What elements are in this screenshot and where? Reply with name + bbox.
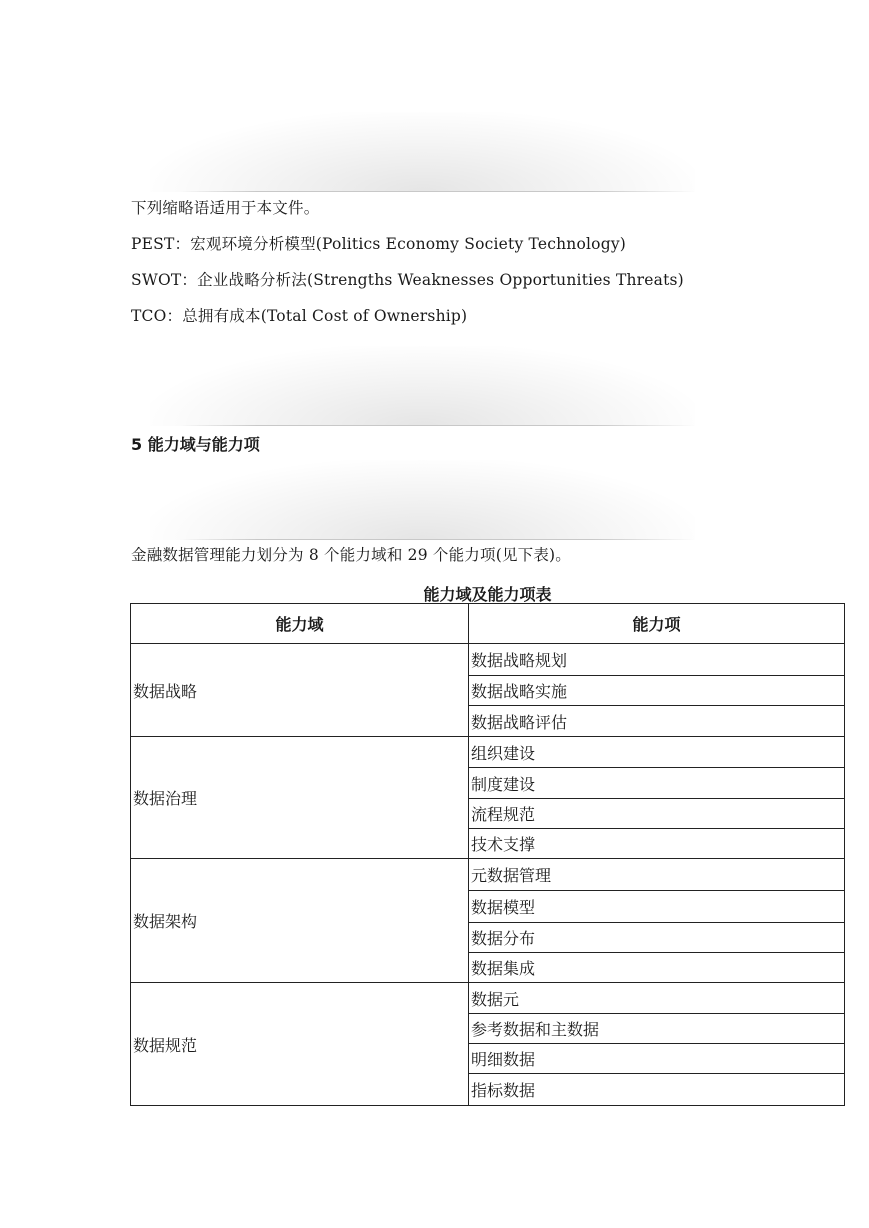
item-cell: 数据元	[469, 983, 845, 1014]
table-row	[131, 983, 845, 1014]
domain-cell: 数据架构	[131, 859, 469, 983]
item-cell: 技术支撑	[469, 829, 845, 859]
page-shadow-divider	[150, 460, 695, 540]
header-item: 能力项	[469, 604, 845, 644]
item-cell: 指标数据	[469, 1074, 845, 1106]
page-shadow-divider	[150, 346, 695, 426]
item-cell: 流程规范	[469, 799, 845, 829]
abbreviation-pest: PEST：宏观环境分析模型(Politics Economy Society Technology)	[131, 235, 627, 253]
domain-cell: 数据治理	[131, 737, 469, 859]
page-shadow-divider	[150, 112, 695, 192]
item-cell: 制度建设	[469, 768, 845, 799]
abbreviation-swot: SWOT：企业战略分析法(Strengths Weaknesses Opportunities Threats)	[131, 271, 684, 289]
table-caption: 能力域及能力项表	[423, 585, 552, 604]
abbreviations-intro: 下列缩略语适用于本文件。	[131, 199, 320, 217]
capability-table	[130, 603, 845, 1106]
item-cell: 数据战略规划	[469, 644, 845, 676]
item-cell: 组织建设	[469, 737, 845, 768]
domain-cell: 数据战略	[131, 644, 469, 737]
item-cell: 数据分布	[469, 923, 845, 953]
item-cell: 数据战略评估	[469, 706, 845, 737]
domain-cell: 数据规范	[131, 983, 469, 1106]
table-header-row	[131, 604, 845, 644]
abbreviation-tco: TCO：总拥有成本(Total Cost of Ownership)	[131, 307, 468, 325]
table-row	[131, 644, 845, 676]
item-cell: 数据模型	[469, 891, 845, 923]
section-intro: 金融数据管理能力划分为 8 个能力域和 29 个能力项(见下表)。	[131, 546, 571, 564]
header-domain: 能力域	[131, 604, 469, 644]
item-cell: 参考数据和主数据	[469, 1014, 845, 1044]
item-cell: 明细数据	[469, 1044, 845, 1074]
item-cell: 元数据管理	[469, 859, 845, 891]
section-heading: 5 能力域与能力项	[131, 435, 260, 454]
item-cell: 数据战略实施	[469, 676, 845, 706]
table-row	[131, 859, 845, 891]
table-row	[131, 737, 845, 768]
item-cell: 数据集成	[469, 953, 845, 983]
